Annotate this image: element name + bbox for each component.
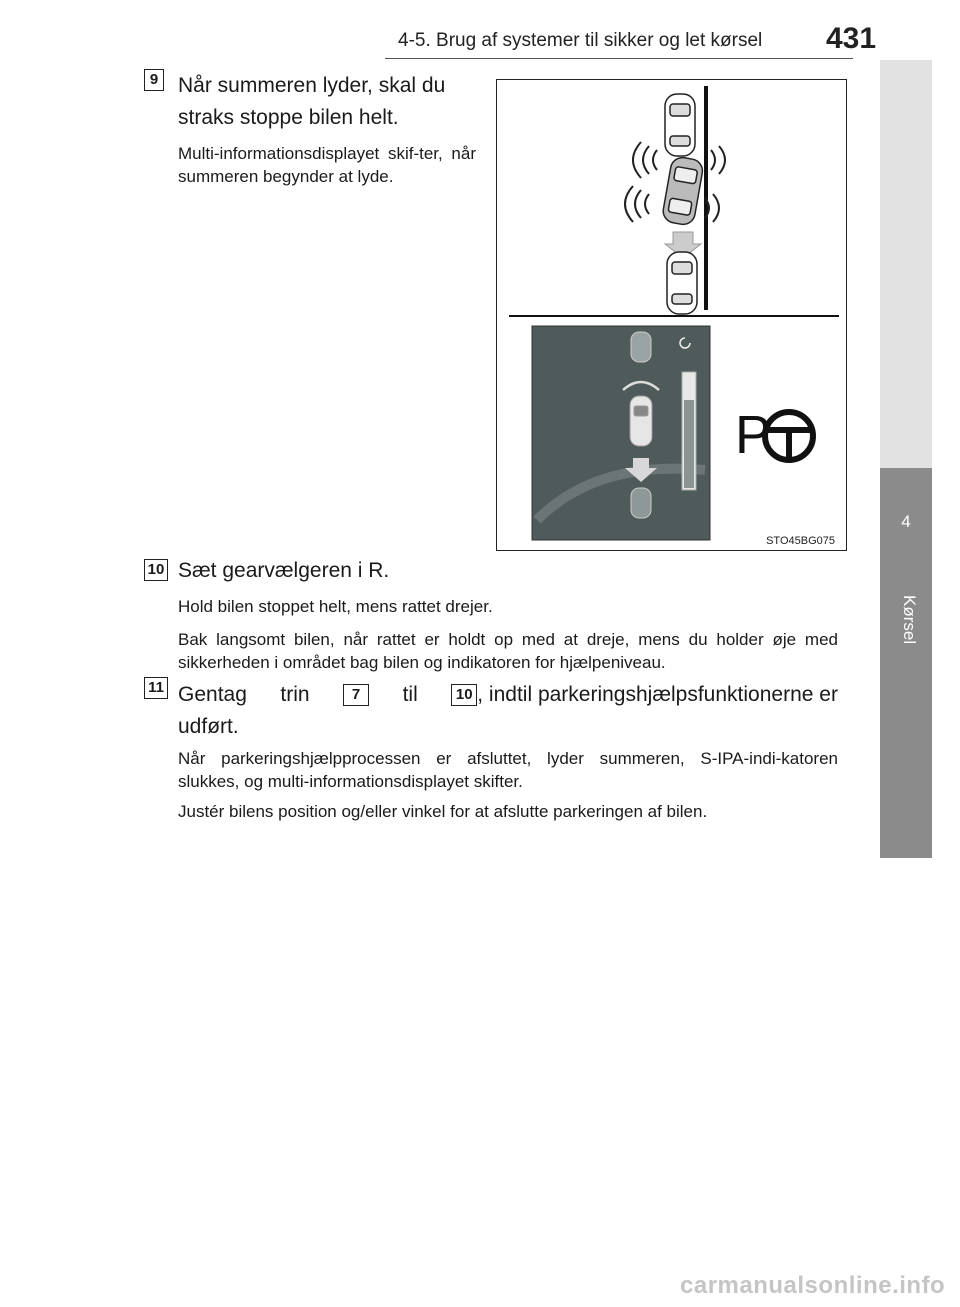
parking-assist-illustration <box>496 79 847 551</box>
step-10-badge: 10 <box>144 559 168 581</box>
step-ref-10-badge: 10 <box>451 684 477 706</box>
parked-car-front-icon <box>665 94 695 156</box>
chapter-number: 4 <box>901 512 911 531</box>
chapter-label: Kørsel <box>900 595 919 645</box>
display-car-front-icon <box>631 332 651 362</box>
step-10-heading: Sæt gearvælgeren i R. <box>178 559 390 582</box>
step-9-badge: 9 <box>144 69 164 91</box>
parking-diagram <box>497 80 845 549</box>
step-11-heading-word-3: til <box>402 683 418 706</box>
step-11-heading-rest: , indtil parkeringshjælpsfunktionerne er <box>477 683 838 706</box>
step-10-text-2: Bak langsomt bilen, når rattet er holdt op med at dreje, mens du holder øje med sikkerheden i området bag bilen og indikatoren for hjælpeniveau. <box>178 630 838 672</box>
steering-wheel-icon <box>765 412 813 460</box>
display-car-rear-icon <box>631 488 651 518</box>
display-car-icon <box>630 396 652 446</box>
step-ref-7-badge: 7 <box>343 684 369 706</box>
figure-code: STO45BG075 <box>766 535 835 547</box>
watermark: carmanualsonline.info <box>680 1272 946 1299</box>
section-title: 4-5. Brug af systemer til sikker og let kørsel <box>398 30 763 51</box>
step-11-badge: 11 <box>144 677 168 699</box>
own-car-icon <box>661 156 704 227</box>
page-number: 431 <box>826 22 877 55</box>
step-11-heading-line-2: udført. <box>178 715 239 738</box>
step-9-text: Multi-informationsdisplayet skif-ter, når summeren begynder at lyde. <box>178 144 476 186</box>
step-11-heading-word-2: trin <box>280 683 310 706</box>
parking-p-label: P <box>735 405 772 465</box>
step-11-text-1: Når parkeringshjælpprocessen er afsluttet, lyder summeren, S-IPA-indi-katoren slukkes, og multi-informationsdisplayet skifter. <box>178 749 838 791</box>
side-tab-background <box>880 60 932 468</box>
step-11-text-2: Justér bilens position og/eller vinkel for at afslutte parkeringen af bilen. <box>178 802 708 821</box>
step-10-text-1: Hold bilen stoppet helt, mens rattet drejer. <box>178 597 493 616</box>
step-11-heading <box>178 679 838 743</box>
header-divider <box>385 58 853 59</box>
parked-car-rear-icon <box>667 252 697 314</box>
step-11-heading-word-1: Gentag <box>178 683 247 706</box>
step-9-heading: Når summeren lyder, skal du straks stoppe bilen helt. <box>178 74 446 129</box>
